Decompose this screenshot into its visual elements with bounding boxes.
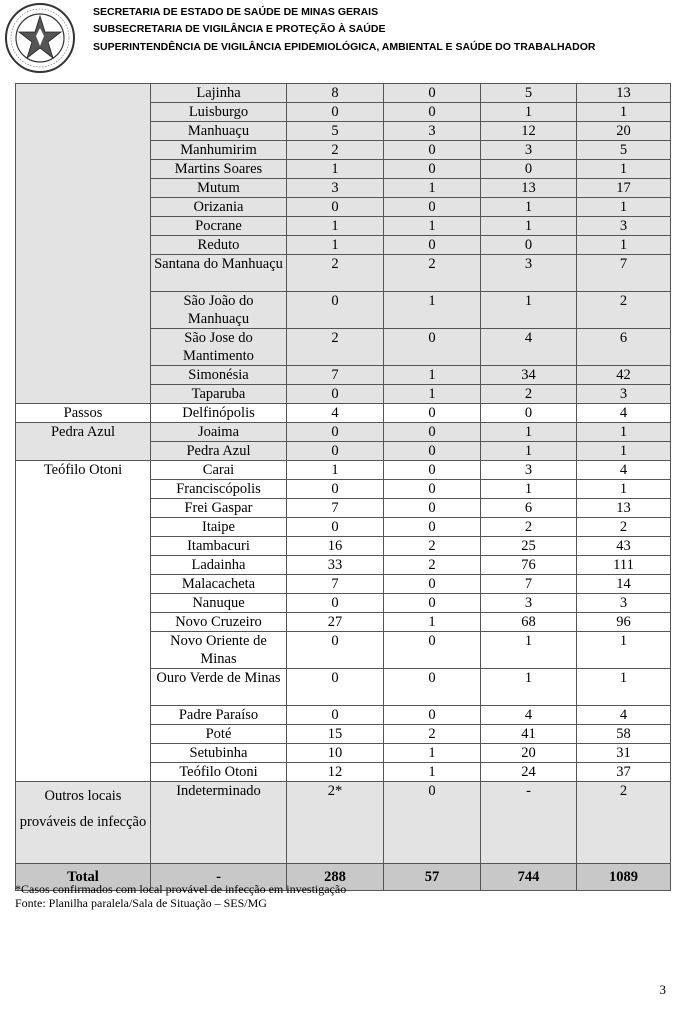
value-cell-c2: 1: [384, 217, 481, 236]
value-cell-c3: 1: [481, 442, 577, 461]
value-cell-c3: 3: [481, 461, 577, 480]
value-cell-c3: 1: [481, 632, 577, 669]
value-cell-total: 2: [577, 518, 671, 537]
value-cell-c3: 1: [481, 217, 577, 236]
value-cell-c3: 5: [481, 84, 577, 103]
document-header: [0, 0, 700, 76]
value-cell-total: 1: [577, 198, 671, 217]
value-cell-c2: 0: [384, 236, 481, 255]
header-line-1: SECRETARIA DE ESTADO DE SAÚDE DE MINAS GERAIS: [93, 6, 379, 18]
region-cell: Passos: [16, 404, 151, 423]
value-cell-total: 1: [577, 103, 671, 122]
value-cell-c1: 33: [287, 556, 384, 575]
value-cell-total: 96: [577, 613, 671, 632]
municipality-cell: Manhumirim: [151, 141, 287, 160]
value-cell-c3: 3: [481, 594, 577, 613]
page-number: 3: [659, 982, 666, 997]
value-cell-c1: 0: [287, 423, 384, 442]
value-cell-total: 2: [577, 782, 671, 864]
total-cell-municipio: -: [151, 864, 287, 891]
municipality-cell: Pedra Azul: [151, 442, 287, 461]
value-cell-c3: 1: [481, 103, 577, 122]
value-cell-c1: 10: [287, 744, 384, 763]
municipality-cell: São Jose do Mantimento: [151, 329, 287, 366]
table-row: [16, 84, 671, 103]
value-cell-c2: 2: [384, 537, 481, 556]
value-cell-c2: 0: [384, 499, 481, 518]
municipality-cell: São João do Manhuaçu: [151, 292, 287, 329]
value-cell-c3: 4: [481, 329, 577, 366]
value-cell-c3: 13: [481, 179, 577, 198]
footnote: *Casos confirmados com local provável de infecção em investigação: [15, 882, 347, 896]
municipality-cell: Orizania: [151, 198, 287, 217]
municipality-cell: Setubinha: [151, 744, 287, 763]
value-cell-total: 2: [577, 292, 671, 329]
value-cell-c3: 1: [481, 423, 577, 442]
value-cell-c3: 0: [481, 160, 577, 179]
value-cell-c3: 4: [481, 706, 577, 725]
total-cell-label: Total: [16, 864, 151, 891]
value-cell-total: 1: [577, 480, 671, 499]
value-cell-c3: 12: [481, 122, 577, 141]
municipality-cell: Nanuque: [151, 594, 287, 613]
value-cell-c3: 24: [481, 763, 577, 782]
value-cell-c2: 2: [384, 556, 481, 575]
value-cell-c2: 0: [384, 782, 481, 864]
value-cell-c1: 0: [287, 518, 384, 537]
value-cell-c1: 2: [287, 141, 384, 160]
value-cell-c3: 6: [481, 499, 577, 518]
municipality-cell: Padre Paraíso: [151, 706, 287, 725]
value-cell-c1: 7: [287, 575, 384, 594]
value-cell-c1: 5: [287, 122, 384, 141]
municipality-cell: Novo Oriente de Minas: [151, 632, 287, 669]
value-cell-c1: 16: [287, 537, 384, 556]
value-cell-total: 4: [577, 404, 671, 423]
value-cell-total: 13: [577, 84, 671, 103]
value-cell-total: 1: [577, 423, 671, 442]
value-cell-c2: 0: [384, 198, 481, 217]
value-cell-c3: 1: [481, 198, 577, 217]
municipality-cell: Itambacuri: [151, 537, 287, 556]
source-note: Fonte: Planilha paralela/Sala de Situação – SES/MG: [15, 896, 267, 910]
value-cell-c2: 0: [384, 329, 481, 366]
value-cell-c2: 2: [384, 255, 481, 292]
municipality-cell: Mutum: [151, 179, 287, 198]
value-cell-c2: 2: [384, 725, 481, 744]
value-cell-total: 58: [577, 725, 671, 744]
value-cell-total: 6: [577, 329, 671, 366]
value-cell-c1: 2: [287, 255, 384, 292]
value-cell-c2: 0: [384, 480, 481, 499]
header-line-2: SUBSECRETARIA DE VIGILÂNCIA E PROTEÇÃO À SAÚDE: [93, 23, 386, 35]
value-cell-c2: 3: [384, 122, 481, 141]
value-cell-total: 1: [577, 442, 671, 461]
municipality-cell: Novo Cruzeiro: [151, 613, 287, 632]
value-cell-c1: 1: [287, 461, 384, 480]
value-cell-c2: 0: [384, 404, 481, 423]
municipality-cell: Ouro Verde de Minas: [151, 669, 287, 706]
value-cell-total: 20: [577, 122, 671, 141]
total-cell-c2: 57: [384, 864, 481, 891]
table-row: [16, 461, 671, 480]
value-cell-c1: 7: [287, 499, 384, 518]
value-cell-total: 37: [577, 763, 671, 782]
value-cell-c2: 0: [384, 669, 481, 706]
value-cell-c3: 0: [481, 404, 577, 423]
value-cell-c1: 0: [287, 632, 384, 669]
value-cell-c3: 25: [481, 537, 577, 556]
value-cell-total: 3: [577, 217, 671, 236]
value-cell-c2: 1: [384, 179, 481, 198]
municipality-cell: Taparuba: [151, 385, 287, 404]
municipality-cell: Poté: [151, 725, 287, 744]
region-cell: [16, 84, 151, 404]
value-cell-c1: 2: [287, 329, 384, 366]
value-cell-total: 14: [577, 575, 671, 594]
municipality-cell: Simonésia: [151, 366, 287, 385]
value-cell-c1: 4: [287, 404, 384, 423]
municipality-cell: Malacacheta: [151, 575, 287, 594]
value-cell-c1: 8: [287, 84, 384, 103]
value-cell-c1: 0: [287, 706, 384, 725]
region-cell: Pedra Azul: [16, 423, 151, 461]
value-cell-c3: 34: [481, 366, 577, 385]
value-cell-c3: -: [481, 782, 577, 864]
value-cell-c1: 3: [287, 179, 384, 198]
municipality-cell: Franciscópolis: [151, 480, 287, 499]
municipality-cell: Carai: [151, 461, 287, 480]
municipality-cell: Lajinha: [151, 84, 287, 103]
municipality-cell: Martins Soares: [151, 160, 287, 179]
value-cell-c3: 7: [481, 575, 577, 594]
region-cell: Outros locais prováveis de infecção: [16, 782, 151, 864]
value-cell-c3: 41: [481, 725, 577, 744]
value-cell-c1: 0: [287, 292, 384, 329]
value-cell-c1: 1: [287, 217, 384, 236]
value-cell-c2: 0: [384, 160, 481, 179]
value-cell-total: 17: [577, 179, 671, 198]
total-cell-total: 1089: [577, 864, 671, 891]
value-cell-total: 1: [577, 632, 671, 669]
value-cell-c1: 0: [287, 669, 384, 706]
total-cell-c1: 288: [287, 864, 384, 891]
value-cell-c3: 1: [481, 669, 577, 706]
value-cell-total: 4: [577, 461, 671, 480]
municipality-cell: Delfinópolis: [151, 404, 287, 423]
value-cell-total: 4: [577, 706, 671, 725]
value-cell-c3: 76: [481, 556, 577, 575]
value-cell-c2: 1: [384, 385, 481, 404]
value-cell-total: 7: [577, 255, 671, 292]
value-cell-c3: 2: [481, 518, 577, 537]
value-cell-c2: 0: [384, 84, 481, 103]
value-cell-c3: 1: [481, 292, 577, 329]
value-cell-c1: 7: [287, 366, 384, 385]
municipality-cell: Luisburgo: [151, 103, 287, 122]
municipality-cell: Pocrane: [151, 217, 287, 236]
table-row: [16, 404, 671, 423]
value-cell-total: 13: [577, 499, 671, 518]
value-cell-c2: 0: [384, 103, 481, 122]
value-cell-c1: 2*: [287, 782, 384, 864]
municipality-cell: Teófilo Otoni: [151, 763, 287, 782]
value-cell-c3: 68: [481, 613, 577, 632]
cases-table: [15, 83, 671, 891]
value-cell-total: 31: [577, 744, 671, 763]
value-cell-total: 1: [577, 236, 671, 255]
value-cell-total: 1: [577, 669, 671, 706]
value-cell-c2: 0: [384, 575, 481, 594]
value-cell-c1: 27: [287, 613, 384, 632]
municipality-cell: Indeterminado: [151, 782, 287, 864]
header-line-3: SUPERINTENDÊNCIA DE VIGILÂNCIA EPIDEMIOLÓGICA, AMBIENTAL E SAÚDE DO TRABALHADOR: [93, 41, 596, 53]
table-row: [16, 782, 671, 864]
value-cell-c2: 1: [384, 763, 481, 782]
value-cell-c1: 0: [287, 594, 384, 613]
value-cell-c2: 0: [384, 423, 481, 442]
value-cell-total: 5: [577, 141, 671, 160]
value-cell-c3: 3: [481, 141, 577, 160]
value-cell-c3: 3: [481, 255, 577, 292]
municipality-cell: Ladainha: [151, 556, 287, 575]
region-cell: Teófilo Otoni: [16, 461, 151, 782]
value-cell-total: 3: [577, 594, 671, 613]
state-seal-icon: [4, 2, 76, 74]
municipality-cell: Reduto: [151, 236, 287, 255]
value-cell-c2: 0: [384, 518, 481, 537]
value-cell-c2: 0: [384, 442, 481, 461]
value-cell-c2: 0: [384, 461, 481, 480]
value-cell-c1: 0: [287, 198, 384, 217]
municipality-cell: Manhuaçu: [151, 122, 287, 141]
value-cell-c1: 0: [287, 442, 384, 461]
value-cell-total: 43: [577, 537, 671, 556]
value-cell-c2: 0: [384, 632, 481, 669]
municipality-cell: Joaima: [151, 423, 287, 442]
municipality-cell: Frei Gaspar: [151, 499, 287, 518]
value-cell-total: 111: [577, 556, 671, 575]
value-cell-total: 1: [577, 160, 671, 179]
value-cell-c1: 0: [287, 385, 384, 404]
value-cell-c3: 0: [481, 236, 577, 255]
value-cell-c2: 0: [384, 594, 481, 613]
value-cell-c1: 0: [287, 480, 384, 499]
value-cell-c2: 1: [384, 292, 481, 329]
value-cell-c2: 1: [384, 366, 481, 385]
table-row: [16, 423, 671, 442]
value-cell-c1: 1: [287, 160, 384, 179]
value-cell-c2: 0: [384, 706, 481, 725]
value-cell-c1: 12: [287, 763, 384, 782]
value-cell-c2: 0: [384, 141, 481, 160]
value-cell-c3: 1: [481, 480, 577, 499]
value-cell-c3: 20: [481, 744, 577, 763]
value-cell-c3: 2: [481, 385, 577, 404]
value-cell-c2: 1: [384, 613, 481, 632]
value-cell-c2: 1: [384, 744, 481, 763]
value-cell-total: 3: [577, 385, 671, 404]
total-cell-c3: 744: [481, 864, 577, 891]
value-cell-total: 42: [577, 366, 671, 385]
value-cell-c1: 1: [287, 236, 384, 255]
value-cell-c1: 15: [287, 725, 384, 744]
municipality-cell: Santana do Manhuaçu: [151, 255, 287, 292]
value-cell-c1: 0: [287, 103, 384, 122]
municipality-cell: Itaipe: [151, 518, 287, 537]
